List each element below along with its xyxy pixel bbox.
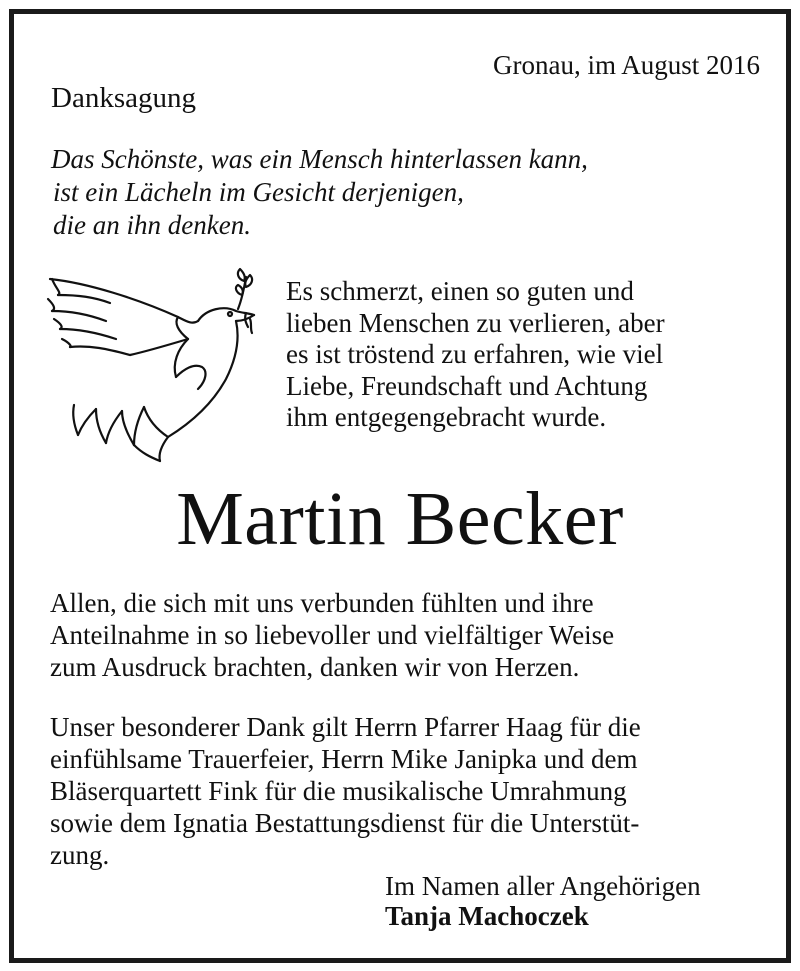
intro-line: Liebe, Freundschaft und Achtung [286, 370, 648, 401]
intro-line: lieben Menschen zu verlieren, aber [286, 307, 665, 338]
intro-text [286, 276, 665, 434]
intro-line: ihm entgegengebracht wurde. [286, 402, 607, 432]
thanks-paragraph-1 [50, 587, 614, 683]
dove-icon [38, 259, 274, 469]
paragraph-line: sowie dem Ignatia Bestattungsdienst für die Unterstüt- [50, 808, 640, 838]
paragraph-line: Anteilnahme in so liebevoller und vielfältiger Weise [50, 620, 615, 650]
intro-line: Es schmerzt, einen so guten und [286, 276, 634, 306]
paragraph-line: zung. [50, 840, 110, 870]
place-date: Gronau, im August 2016 [493, 50, 760, 80]
intro-line: es ist tröstend zu erfahren, wie viel [286, 339, 664, 369]
paragraph-line: Unser besonderer Dank gilt Herrn Pfarrer Haag für die [50, 712, 641, 742]
signature-block [385, 871, 701, 931]
quote-line: die an ihn denken. [53, 210, 251, 240]
deceased-name: Martin Becker [176, 477, 624, 561]
quote-line: ist ein Lächeln im Gesicht derjenigen, [53, 177, 464, 207]
page-title: Danksagung [51, 82, 196, 114]
paragraph-line: Allen, die sich mit uns verbunden fühlten und ihre [50, 588, 594, 618]
signer-name: Tanja Machoczek [385, 901, 589, 931]
quote-line: Das Schönste, was ein Mensch hinterlassen kann, [51, 144, 588, 174]
thanks-paragraph-2 [50, 711, 641, 871]
obituary-frame [9, 9, 791, 963]
paragraph-line: zum Ausdruck brachten, danken wir von Herzen. [50, 652, 580, 682]
memorial-quote [51, 143, 588, 242]
paragraph-line: einfühlsame Trauerfeier, Herrn Mike Janipka und dem [50, 744, 638, 774]
signature-line: Im Namen aller Angehörigen [385, 871, 701, 901]
paragraph-line: Bläserquartett Fink für die musikalische Umrahmung [50, 776, 627, 806]
